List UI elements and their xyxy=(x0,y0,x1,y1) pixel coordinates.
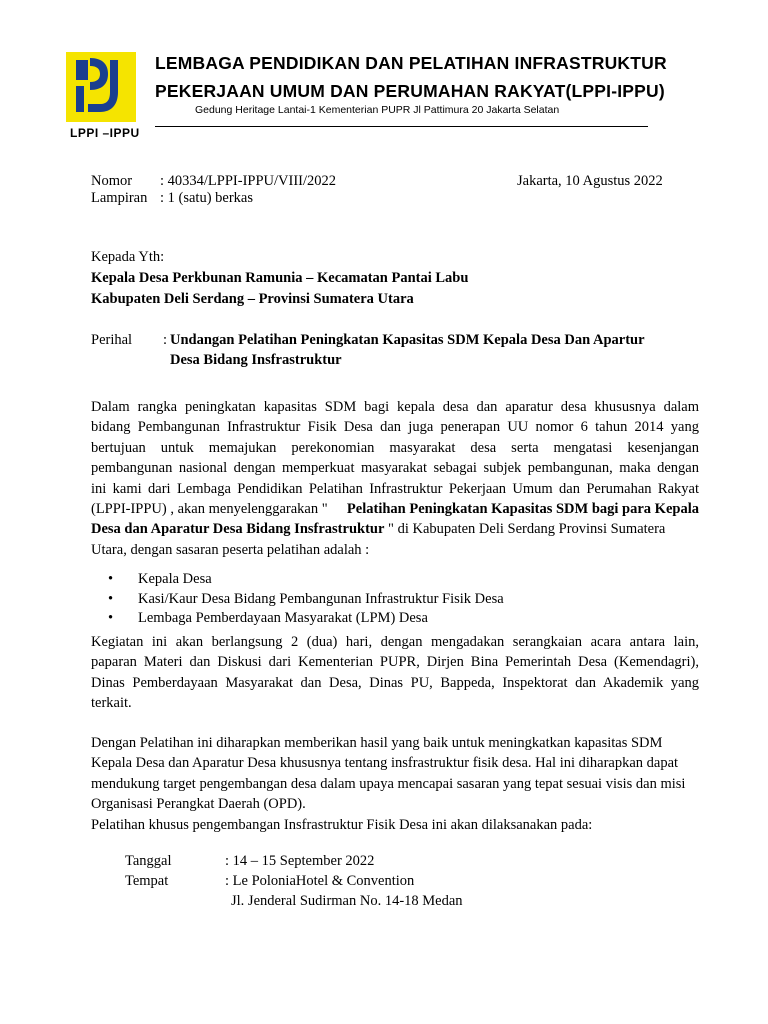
list-item-text: Kasi/Kaur Desa Bidang Pembangunan Infrastruktur Fisik Desa xyxy=(138,590,504,607)
tanggal-value: : 14 – 15 September 2022 xyxy=(225,853,375,869)
list-item xyxy=(108,609,504,629)
institution-address: Gedung Heritage Lantai-1 Kementerian PUPR Jl Pattimura 20 Jakarta Selatan xyxy=(195,104,560,116)
paragraph-line xyxy=(91,499,699,519)
letter-date: Jakarta, 10 Agustus 2022 xyxy=(517,173,663,189)
bullet-icon: • xyxy=(108,590,114,607)
paragraph-expectation xyxy=(91,733,699,835)
recipient-salutation: Kepada Yth: xyxy=(91,249,165,265)
lampiran-value: : 1 (satu) berkas xyxy=(160,190,254,206)
tempat-value: : Le PoloniaHotel & Convention xyxy=(225,873,415,889)
paragraph-line: Pelatihan khusus pengembangan Insfrastruktur Fisik Desa ini akan dilaksanakan pada: xyxy=(91,816,593,833)
paragraph-line: mendukung target pengembangan desa dalam upaya mencapai sasaran yang tepat sesuai visis dan misi xyxy=(91,775,686,792)
institution-title-line2: PEKERJAAN UMUM DAN PERUMAHAN RAKYAT(LPPI-IPPU) xyxy=(155,81,665,101)
participant-list xyxy=(108,570,504,629)
paragraph-line: bertujuan untuk memajukan perekonomian masyarakat desa serta mengatasi kesenjangan xyxy=(91,439,699,456)
bullet-icon: • xyxy=(108,610,114,626)
paragraph-line: Kepala Desa dan Aparatur Desa khususnya tentang insfrastruktur fisik desa. Hal ini diharapkan dapat xyxy=(91,755,679,772)
paragraph-line: Kegiatan ini akan berlangsung 2 (dua) hari, dengan mengadakan serangkaian acara antara lain, xyxy=(91,634,699,650)
list-item xyxy=(108,590,504,610)
bullet-icon: • xyxy=(108,571,114,587)
tanggal-label: Tanggal xyxy=(125,853,172,869)
paragraph-intro xyxy=(91,397,699,560)
paragraph-line: Dinas Pemberdayaan Masyarakat dan Desa, Dinas PU, Bappeda, Inspektorat dan Akademik yang xyxy=(91,674,699,691)
paragraph-line: Organisasi Perangkat Daerah (OPD). xyxy=(91,796,306,813)
paragraph-line: paparan Materi dan Diskusi dari Kementerian PUPR, Dirjen Bina Pemerintah Desa (Kemendagri), xyxy=(91,654,699,671)
logo-mark-left xyxy=(76,60,88,80)
paragraph-line: bidang Pembangunan Infrastruktur Fisik Desa dan juga penerapan UU nomor 6 tahun 2014 yang xyxy=(91,419,699,436)
logo-mark-bar xyxy=(76,86,84,112)
nomor-value: : 40334/LPPI-IPPU/VIII/2022 xyxy=(160,173,337,189)
training-title-part2: Desa dan Aparatur Desa Bidang Insfrastruktur xyxy=(91,521,385,538)
lppi-ippu-logo xyxy=(66,52,136,122)
subject-line2: Desa Bidang Insfrastruktur xyxy=(170,352,342,368)
paragraph-line: ini kami dari Lembaga Pendidikan Pelatihan Infrastruktur Pekerjaan Umum dan Perumahan Rakyat xyxy=(91,480,699,497)
nomor-label: Nomor xyxy=(91,173,133,189)
list-item-text: Lembaga Pemberdayaan Masyarakat (LPM) Desa xyxy=(138,610,428,626)
paragraph-text: (LPPI-IPPU) , akan menyelenggarakan " xyxy=(91,501,328,518)
recipient-line1: Kepala Desa Perkbunan Ramunia – Kecamatan Pantai Labu xyxy=(91,270,469,286)
logo-caption: LPPI –IPPU xyxy=(70,126,140,140)
paragraph-line: pembangunan nasional dengan memperkuat masyarakat sebagai subjek pembangunan, maka dengan xyxy=(91,460,699,477)
list-item xyxy=(108,570,504,590)
paragraph-line: Dalam rangka peningkatan kapasitas SDM bagi kepala desa dan aparatur desa khususnya dalam xyxy=(91,399,699,415)
recipient-line2: Kabupaten Deli Serdang – Provinsi Sumatera Utara xyxy=(91,291,414,307)
paragraph-line xyxy=(91,519,699,539)
lampiran-label: Lampiran xyxy=(91,190,148,206)
paragraph-text: " di Kabupaten Deli Serdang Provinsi Sumatera xyxy=(384,521,666,538)
letterhead-divider xyxy=(155,126,648,127)
list-item-text: Kepala Desa xyxy=(138,571,212,587)
tempat-label: Tempat xyxy=(125,873,169,889)
paragraph-line: terkait. xyxy=(91,695,132,712)
venue-address: Jl. Jenderal Sudirman No. 14-18 Medan xyxy=(231,893,463,909)
training-title-part1: Pelatihan Peningkatan Kapasitas SDM bagi para Kepala xyxy=(346,501,699,518)
subject-line1: Undangan Pelatihan Peningkatan Kapasitas SDM Kepala Desa Dan Apartur xyxy=(170,332,645,348)
institution-title-line1: LEMBAGA PENDIDIKAN DAN PELATIHAN INFRASTRUKTUR xyxy=(155,53,667,73)
paragraph-activities xyxy=(91,632,699,714)
paragraph-line: Utara, dengan sasaran peserta pelatihan adalah : xyxy=(91,541,370,558)
paragraph-line: Dengan Pelatihan ini diharapkan memberikan hasil yang baik untuk meningkatkan kapasitas SDM xyxy=(91,735,663,751)
subject-colon: : xyxy=(163,332,168,348)
subject-label: Perihal xyxy=(91,332,133,348)
